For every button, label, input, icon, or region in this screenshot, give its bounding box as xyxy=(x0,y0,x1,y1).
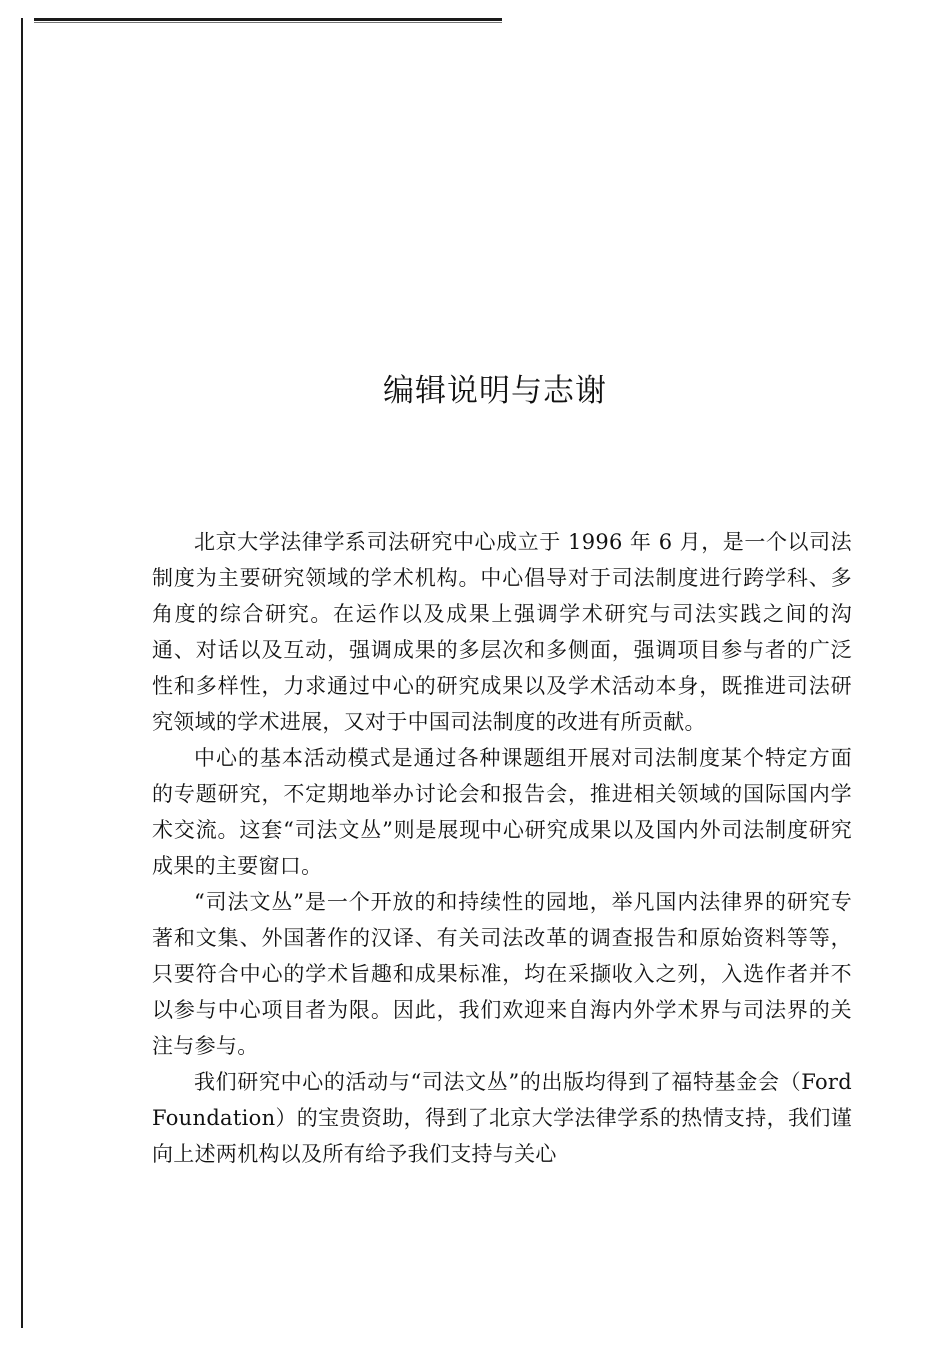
top-border-rule-thin xyxy=(34,22,502,23)
top-border-rule xyxy=(34,18,502,21)
page-title: 编辑说明与志谢 xyxy=(383,373,607,409)
body-text xyxy=(152,524,852,1172)
paragraph-4: 我们研究中心的活动与“司法文丛”的出版均得到了福特基金会（Ford Foundation）的宝贵资助，得到了北京大学法律学系的热情支持，我们谨向上述两机构以及所有给予我们支持与关心 xyxy=(152,1070,852,1166)
paragraph-3: “司法文丛”是一个开放的和持续性的园地，举凡国内法律界的研究专著和文集、外国著作的汉译、有关司法改革的调查报告和原始资料等等，只要符合中心的学术旨趣和成果标准，均在采撷收入之列，入选作者并不以参与中心项目者为限。因此，我们欢迎来自海内外学术界与司法界的关注与参与。 xyxy=(152,890,852,1058)
paragraph-1: 北京大学法律学系司法研究中心成立于 1996 年 6 月，是一个以司法制度为主要研究领域的学术机构。中心倡导对于司法制度进行跨学科、多角度的综合研究。在运作以及成果上强调学术研究与司法实践之间的沟通、对话以及互动，强调成果的多层次和多侧面，强调项目参与者的广泛性和多样性，力求通过中心的研究成果以及学术活动本身，既推进司法研究领域的学术进展，又对于中国司法制度的改进有所贡献。 xyxy=(152,530,852,734)
paragraph-2: 中心的基本活动模式是通过各种课题组开展对司法制度某个特定方面的专题研究，不定期地举办讨论会和报告会，推进相关领域的国际国内学术交流。这套“司法文丛”则是展现中心研究成果以及国内外司法制度研究成果的主要窗口。 xyxy=(152,746,852,878)
left-border-rule xyxy=(21,18,23,1328)
